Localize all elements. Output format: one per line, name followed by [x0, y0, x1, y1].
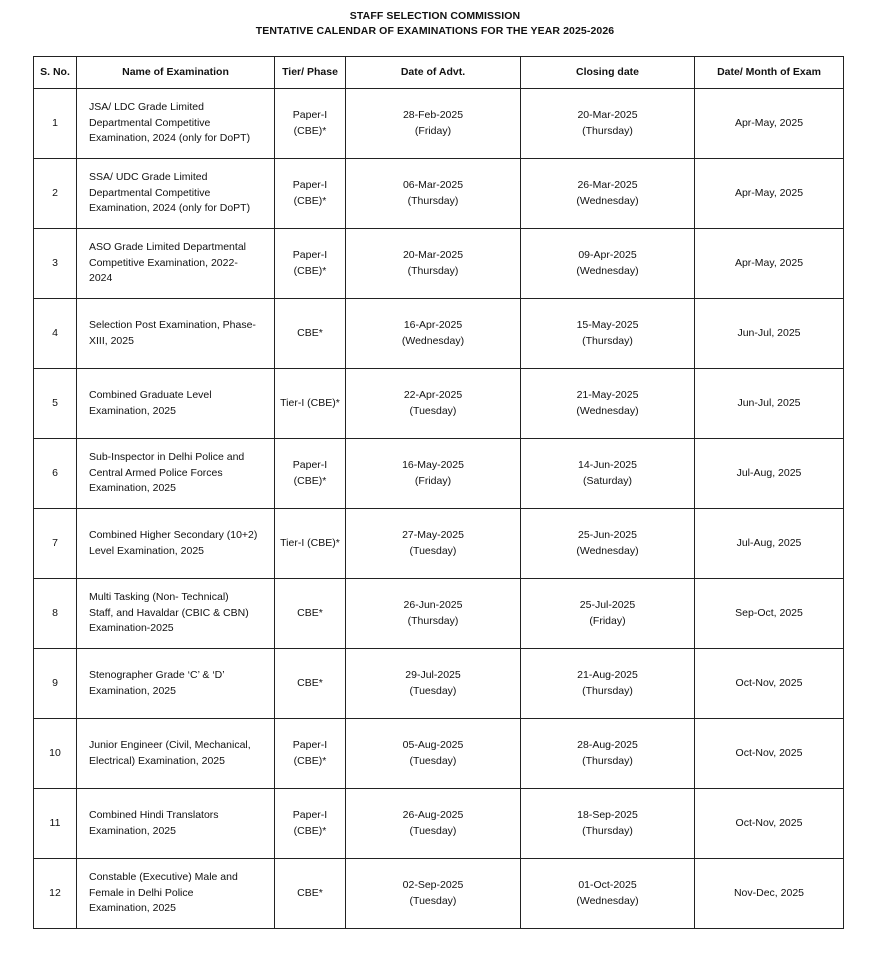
exam-name-line: Departmental Competitive	[89, 186, 211, 199]
cell-sno: 9	[34, 649, 77, 719]
cell-exam-name	[77, 229, 275, 299]
col-header-tier: Tier/ Phase	[275, 57, 346, 89]
cell-exam-month: Apr-May, 2025	[695, 229, 844, 299]
exam-name-line: Examination, 2024 (only for DoPT)	[89, 132, 251, 145]
tier-line: CBE*	[297, 886, 323, 899]
table-row	[34, 159, 844, 229]
col-header-closing: Closing date	[521, 57, 695, 89]
cell-sno: 6	[34, 439, 77, 509]
exam-name-line: Staff, and Havaldar (CBIC & CBN)	[89, 606, 249, 619]
exam-name-line: Combined Higher Secondary (10+2)	[89, 529, 258, 541]
cell-exam-month: Apr-May, 2025	[695, 159, 844, 229]
exam-name-line: Departmental Competitive	[89, 116, 211, 129]
cell-closing-date	[521, 369, 695, 439]
advt-date: 16-Apr-2025	[403, 319, 463, 331]
cell-tier	[275, 159, 346, 229]
exam-name-line: XIII, 2025	[89, 334, 134, 347]
cell-closing-date	[521, 649, 695, 719]
exam-name-line: Central Armed Police Forces	[89, 466, 223, 479]
exam-name-line: Competitive Examination, 2022-	[89, 256, 238, 269]
closing-day: (Wednesday)	[576, 404, 639, 417]
cell-sno: 2	[34, 159, 77, 229]
document-header	[0, 9, 870, 39]
closing-day: (Thursday)	[582, 754, 633, 767]
exam-name-line: Combined Hindi Translators	[89, 809, 219, 821]
closing-date: 28-Aug-2025	[577, 739, 638, 751]
table-row	[34, 579, 844, 649]
advt-date: 16-May-2025	[402, 459, 464, 471]
cell-tier	[275, 299, 346, 369]
advt-date: 06-Mar-2025	[402, 179, 464, 191]
tier-line: Paper-I	[292, 249, 328, 261]
tier-line: (CBE)*	[293, 474, 327, 487]
table-row	[34, 369, 844, 439]
exam-name-line: Sub-Inspector in Delhi Police and	[89, 451, 245, 464]
table-row	[34, 509, 844, 579]
col-header-advt: Date of Advt.	[346, 57, 521, 89]
exam-name-line: Level Examination, 2025	[89, 544, 204, 557]
cell-exam-month: Jun-Jul, 2025	[695, 369, 844, 439]
advt-day: (Friday)	[414, 124, 452, 137]
exam-name-line: Stenographer Grade ‘C’ & ‘D’	[89, 669, 225, 681]
cell-exam-name	[77, 579, 275, 649]
advt-day: (Thursday)	[407, 194, 459, 207]
exam-name-line: JSA/ LDC Grade Limited	[89, 101, 204, 114]
tier-line: (CBE)*	[293, 824, 327, 837]
table-row	[34, 229, 844, 299]
closing-date: 21-Aug-2025	[577, 669, 638, 681]
col-header-exam-month: Date/ Month of Exam	[695, 57, 844, 89]
table-header-row	[34, 57, 844, 89]
exam-name-line: Examination, 2025	[89, 404, 176, 417]
advt-day: (Tuesday)	[409, 544, 457, 557]
exam-name-line: Examination, 2024 (only for DoPT)	[89, 202, 251, 215]
cell-exam-month: Oct-Nov, 2025	[695, 789, 844, 859]
cell-tier	[275, 439, 346, 509]
cell-tier	[275, 649, 346, 719]
tier-line: Paper-I	[292, 459, 328, 471]
cell-sno: 1	[34, 89, 77, 159]
exam-name-line: Junior Engineer (Civil, Mechanical,	[89, 739, 251, 751]
closing-day: (Saturday)	[582, 474, 633, 487]
table-row	[34, 719, 844, 789]
org-title: STAFF SELECTION COMMISSION	[349, 10, 521, 22]
cell-closing-date	[521, 439, 695, 509]
advt-day: (Tuesday)	[409, 824, 457, 837]
exam-calendar-table	[33, 56, 844, 929]
cell-exam-name	[77, 439, 275, 509]
cell-advt-date	[346, 369, 521, 439]
cell-sno: 8	[34, 579, 77, 649]
cell-closing-date	[521, 789, 695, 859]
cell-exam-name	[77, 859, 275, 929]
cell-exam-name	[77, 649, 275, 719]
tier-line: (CBE)*	[293, 124, 327, 137]
cell-tier	[275, 229, 346, 299]
closing-date: 09-Apr-2025	[578, 249, 637, 261]
calendar-subtitle: TENTATIVE CALENDAR OF EXAMINATIONS FOR THE YEAR 2025-2026	[255, 25, 615, 37]
closing-day: (Thursday)	[582, 124, 633, 137]
cell-advt-date	[346, 859, 521, 929]
cell-advt-date	[346, 509, 521, 579]
cell-sno: 7	[34, 509, 77, 579]
closing-date: 25-Jul-2025	[579, 599, 636, 611]
closing-day: (Wednesday)	[576, 894, 639, 907]
tier-line: CBE*	[297, 606, 323, 619]
cell-tier	[275, 719, 346, 789]
cell-exam-month: Apr-May, 2025	[695, 89, 844, 159]
table-body	[34, 89, 844, 929]
cell-closing-date	[521, 719, 695, 789]
cell-advt-date	[346, 579, 521, 649]
cell-exam-month: Jul-Aug, 2025	[695, 509, 844, 579]
cell-tier	[275, 369, 346, 439]
closing-date: 01-Oct-2025	[578, 879, 637, 891]
advt-date: 26-Aug-2025	[402, 809, 464, 821]
advt-day: (Tuesday)	[409, 754, 457, 767]
closing-date: 25-Jun-2025	[578, 529, 637, 541]
cell-exam-name	[77, 369, 275, 439]
cell-closing-date	[521, 579, 695, 649]
table-row	[34, 859, 844, 929]
tier-line: Tier-I (CBE)*	[280, 396, 340, 409]
closing-date: 26-Mar-2025	[577, 179, 638, 191]
closing-date: 20-Mar-2025	[577, 109, 638, 121]
tier-line: Paper-I	[292, 809, 328, 821]
cell-advt-date	[346, 439, 521, 509]
table-row	[34, 89, 844, 159]
cell-advt-date	[346, 229, 521, 299]
cell-exam-month: Nov-Dec, 2025	[695, 859, 844, 929]
tier-line: CBE*	[297, 676, 323, 689]
cell-exam-month: Sep-Oct, 2025	[695, 579, 844, 649]
exam-name-line: Selection Post Examination, Phase-	[89, 319, 256, 331]
advt-day: (Tuesday)	[409, 894, 457, 907]
col-header-sno: S. No.	[34, 57, 77, 89]
cell-tier	[275, 789, 346, 859]
cell-exam-month: Jun-Jul, 2025	[695, 299, 844, 369]
tier-line: Paper-I	[292, 109, 328, 121]
cell-closing-date	[521, 89, 695, 159]
closing-date: 18-Sep-2025	[577, 809, 638, 821]
cell-exam-name	[77, 159, 275, 229]
closing-date: 21-May-2025	[576, 389, 639, 401]
advt-date: 05-Aug-2025	[402, 739, 464, 751]
exam-name-line: Examination, 2025	[89, 902, 176, 915]
tier-line: (CBE)*	[293, 194, 327, 207]
closing-day: (Thursday)	[582, 684, 633, 697]
advt-day: (Tuesday)	[409, 404, 457, 417]
col-header-name: Name of Examination	[77, 57, 275, 89]
cell-advt-date	[346, 89, 521, 159]
cell-advt-date	[346, 299, 521, 369]
closing-day: (Thursday)	[582, 334, 633, 347]
exam-name-line: Electrical) Examination, 2025	[89, 754, 225, 767]
advt-date: 26-Jun-2025	[403, 599, 463, 611]
cell-exam-name	[77, 299, 275, 369]
cell-exam-name	[77, 89, 275, 159]
closing-day: (Wednesday)	[576, 194, 639, 207]
cell-tier	[275, 89, 346, 159]
advt-day: (Wednesday)	[401, 334, 465, 347]
table-row	[34, 299, 844, 369]
table-row	[34, 439, 844, 509]
tier-line: (CBE)*	[293, 264, 327, 277]
cell-closing-date	[521, 859, 695, 929]
cell-exam-month: Jul-Aug, 2025	[695, 439, 844, 509]
cell-advt-date	[346, 649, 521, 719]
cell-sno: 3	[34, 229, 77, 299]
cell-sno: 12	[34, 859, 77, 929]
exam-name-line: Examination, 2025	[89, 824, 176, 837]
exam-name-line: Examination-2025	[89, 622, 174, 635]
advt-date: 28-Feb-2025	[402, 109, 464, 121]
tier-line: Paper-I	[292, 179, 328, 191]
tier-line: Paper-I	[292, 739, 328, 751]
cell-exam-name	[77, 789, 275, 859]
cell-sno: 11	[34, 789, 77, 859]
cell-tier	[275, 509, 346, 579]
advt-day: (Friday)	[414, 474, 452, 487]
advt-date: 27-May-2025	[402, 529, 464, 541]
advt-day: (Thursday)	[407, 614, 459, 627]
exam-name-line: Constable (Executive) Male and	[89, 871, 238, 884]
cell-exam-month: Oct-Nov, 2025	[695, 649, 844, 719]
cell-advt-date	[346, 159, 521, 229]
cell-closing-date	[521, 159, 695, 229]
table-row	[34, 649, 844, 719]
advt-date: 22-Apr-2025	[403, 389, 463, 401]
cell-exam-name	[77, 719, 275, 789]
closing-day: (Thursday)	[582, 824, 633, 837]
exam-name-line: Examination, 2025	[89, 482, 176, 495]
advt-date: 29-Jul-2025	[405, 669, 461, 681]
cell-closing-date	[521, 229, 695, 299]
cell-tier	[275, 579, 346, 649]
tier-line: (CBE)*	[293, 754, 327, 767]
advt-day: (Thursday)	[407, 264, 459, 277]
closing-day: (Friday)	[589, 614, 626, 627]
cell-closing-date	[521, 509, 695, 579]
exam-name-line: ASO Grade Limited Departmental	[89, 241, 246, 254]
exam-name-line: Multi Tasking (Non- Technical)	[89, 591, 229, 604]
closing-date: 14-Jun-2025	[578, 459, 637, 471]
cell-advt-date	[346, 789, 521, 859]
cell-sno: 10	[34, 719, 77, 789]
tier-line: Tier-I (CBE)*	[280, 536, 340, 549]
table-row	[34, 789, 844, 859]
closing-day: (Wednesday)	[576, 544, 639, 557]
exam-name-line: Combined Graduate Level	[89, 389, 212, 401]
cell-tier	[275, 859, 346, 929]
exam-name-line: 2024	[89, 272, 113, 285]
cell-sno: 4	[34, 299, 77, 369]
exam-name-line: Examination, 2025	[89, 684, 176, 697]
cell-sno: 5	[34, 369, 77, 439]
exam-name-line: Female in Delhi Police	[89, 886, 194, 899]
cell-exam-month: Oct-Nov, 2025	[695, 719, 844, 789]
advt-date: 20-Mar-2025	[402, 249, 464, 261]
cell-advt-date	[346, 719, 521, 789]
cell-closing-date	[521, 299, 695, 369]
closing-date: 15-May-2025	[576, 319, 639, 331]
closing-day: (Wednesday)	[576, 264, 639, 277]
tier-line: CBE*	[297, 326, 323, 339]
exam-name-line: SSA/ UDC Grade Limited	[89, 171, 208, 184]
cell-exam-name	[77, 509, 275, 579]
advt-day: (Tuesday)	[409, 684, 457, 697]
advt-date: 02-Sep-2025	[402, 879, 464, 891]
